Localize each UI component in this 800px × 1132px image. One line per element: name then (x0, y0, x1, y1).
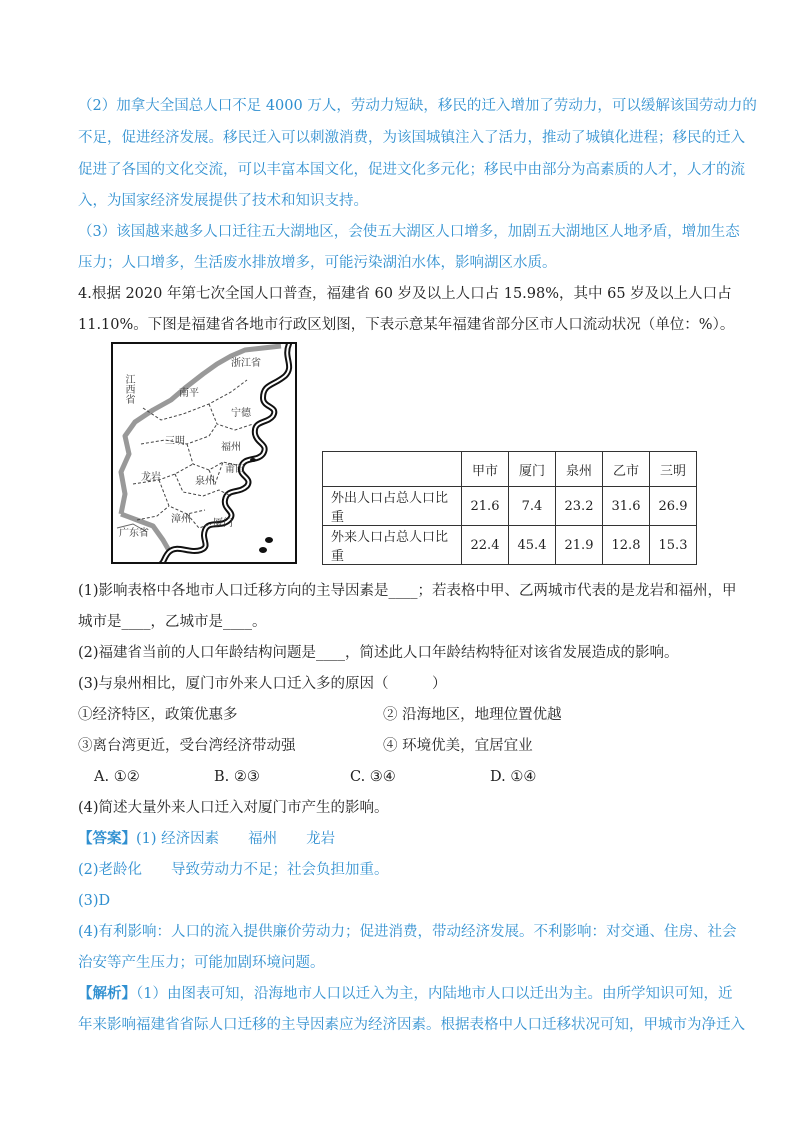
prev-answer-2-line3: 促进了各国的文化交流，可以丰富本国文化，促进文化多元化；移民中由部分为高素质的人才，人才的流 (78, 162, 745, 178)
table-cell: 21.9 (556, 526, 603, 565)
table-header-cell: 甲市 (462, 452, 509, 487)
table-cell: 21.6 (462, 487, 509, 526)
map-label-jiangxi: 江西省 (123, 374, 134, 404)
table-cell: 23.2 (556, 487, 603, 526)
analysis-line2: 年来影响福建省省际人口迁移的主导因素应为经济因素。根据表格中人口迁移状况可知，甲城市为净迁入 (78, 1017, 745, 1033)
answer-4-line2: 治安等产生压力；可能加剧环境问题。 (78, 955, 325, 971)
map-label-nanping: 南平 (179, 388, 199, 399)
answer-1: (1) 经济因素 福州 龙岩 (136, 831, 336, 847)
question-1-line1: (1)影响表格中各地市人口迁移方向的主导因素是____；若表格中甲、乙两城市代表的是龙岩和福州，甲 (78, 583, 737, 599)
answer-4-line1: (4)有利影响：人口的流入提供廉价劳动力；促进消费，带动经济发展。不利影响：对交通、住房、社会 (78, 924, 737, 940)
table-cell: 26.9 (650, 487, 697, 526)
table-header-cell (323, 452, 462, 487)
map-label-xiamen: 厦门 (213, 518, 233, 529)
fujian-map (111, 342, 297, 564)
choice-a: A. ①② (94, 769, 140, 785)
analysis-line1 (78, 984, 732, 1004)
table-row-label: 外出人口占总人口比重 (323, 487, 462, 526)
map-label-sanming: 三明 (165, 436, 185, 447)
question-1-line2: 城市是____，乙城市是____。 (78, 614, 267, 630)
map-label-putian: 莆田 (225, 464, 245, 475)
table-cell: 7.4 (509, 487, 556, 526)
map-label-zhejiang: 浙江省 (231, 358, 261, 369)
table-cell: 22.4 (462, 526, 509, 565)
table-cell: 15.3 (650, 526, 697, 565)
table-row (323, 526, 697, 565)
map-label-quanzhou: 泉州 (195, 476, 215, 487)
table-header-cell: 乙市 (603, 452, 650, 487)
table-header-cell: 泉州 (556, 452, 603, 487)
prev-answer-2-line2: 不足，促进经济发展。移民迁入可以刺激消费，为该国城镇注入了活力，推动了城镇化进程；移民的迁入 (78, 130, 745, 146)
table-cell: 31.6 (603, 487, 650, 526)
table-row-label: 外来人口占总人口比重 (323, 526, 462, 565)
table-header-row (323, 452, 697, 487)
answer-3: (3)D (78, 893, 111, 909)
map-label-ningde: 宁德 (231, 408, 251, 419)
question-2: (2)福建省当前的人口年龄结构问题是____，简述此人口年龄结构特征对该省发展造成的影响。 (78, 645, 679, 661)
statement-2: ② 沿海地区，地理位置优越 (383, 707, 562, 723)
prev-answer-3-line2: 压力；人口增多，生活废水排放增多，可能污染湖泊水体，影响湖区水质。 (78, 255, 557, 271)
choice-c: C. ③④ (350, 769, 396, 785)
map-label-longyan: 龙岩 (141, 472, 161, 483)
prev-answer-3-line1: （3）该国越来越多人口迁往五大湖地区，会使五大湖区人口增多，加剧五大湖地区人地矛盾，增加生态 (78, 224, 740, 240)
answer-2: (2)老龄化 导致劳动力不足；社会负担加重。 (78, 862, 389, 878)
question-4: (4)简述大量外来人口迁入对厦门市产生的影响。 (78, 800, 389, 816)
analysis-text-1: （1）由图表可知，沿海地市人口以迁入为主，内陆地市人口以迁出为主。由所学知识可知，近 (136, 986, 733, 1002)
statement-3: ③离台湾更近，受台湾经济带动强 (78, 738, 296, 754)
answer-tag: 【答案】 (78, 830, 136, 847)
statement-1: ①经济特区，政策优惠多 (78, 707, 238, 723)
prev-answer-2-line1: （2）加拿大全国总人口不足 4000 万人，劳动力短缺，移民的迁入增加了劳动力，可以缓解该国劳动力的 (78, 98, 757, 114)
map-label-guangdong: 广东省 (119, 528, 149, 539)
answer-line1 (78, 829, 335, 849)
table-header-cell: 三明 (650, 452, 697, 487)
prev-answer-2-line4: 入，为国家经济发展提供了技术和知识支持。 (78, 193, 368, 209)
table-cell: 12.8 (603, 526, 650, 565)
question-intro-line1: 4.根据 2020 年第七次全国人口普查，福建省 60 岁及以上人口占 15.98%，其中 65 岁及以上人口占 (78, 286, 732, 302)
analysis-tag: 【解析】 (78, 985, 136, 1002)
table-row (323, 487, 697, 526)
statement-4: ④ 环境优美，宜居宜业 (383, 738, 533, 754)
map-label-fuzhou: 福州 (221, 442, 241, 453)
table-header-cell: 厦门 (509, 452, 556, 487)
question-3: (3)与泉州相比，厦门市外来人口迁入多的原因（ ） (78, 676, 447, 692)
map-label-zhangzhou: 漳州 (171, 514, 191, 525)
choice-d: D. ①④ (490, 769, 537, 785)
population-flow-table (322, 451, 697, 565)
table-cell: 45.4 (509, 526, 556, 565)
question-intro-line2: 11.10%。下图是福建省各地市行政区划图，下表示意某年福建省部分区市人口流动状况（单位：%）。 (78, 317, 735, 333)
choice-b: B. ②③ (214, 769, 260, 785)
